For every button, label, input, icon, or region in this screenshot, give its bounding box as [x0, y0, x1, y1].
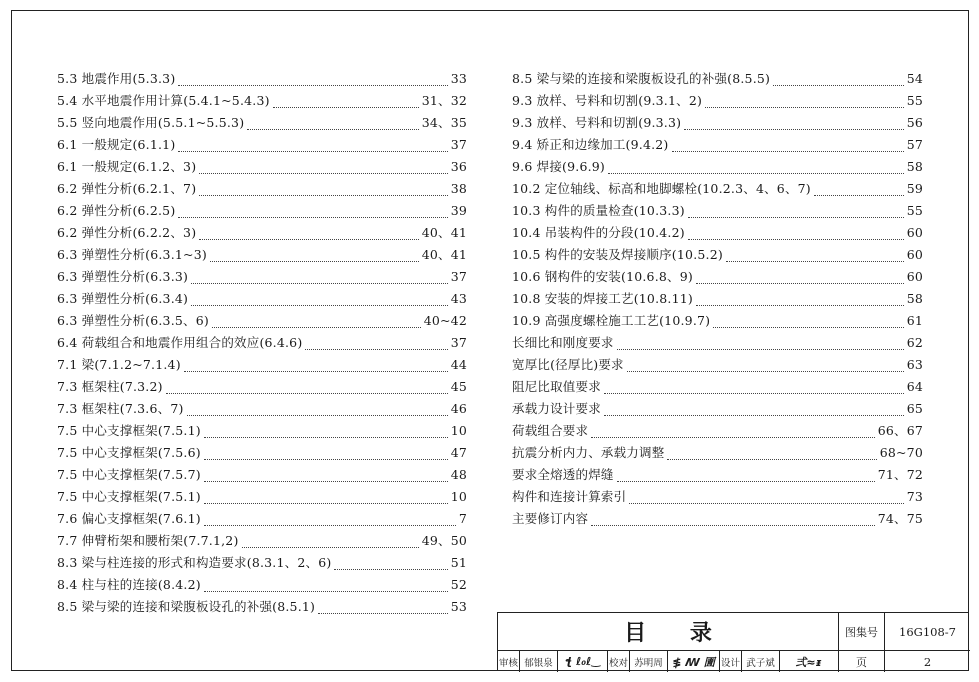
toc-entry-page: 40~42	[423, 313, 467, 328]
designer-name: 武子斌	[742, 651, 780, 672]
toc-leader-dots	[627, 363, 904, 372]
toc-entry	[512, 442, 923, 464]
toc-entry-title: 8.3 梁与柱连接的形式和构造要求(8.3.1、2、6)	[57, 555, 332, 570]
toc-entry	[57, 508, 467, 530]
toc-column-left	[57, 68, 467, 618]
toc-entry-title: 6.1 一般规定(6.1.1)	[57, 137, 176, 152]
toc-entry-page: 40、41	[421, 247, 467, 262]
toc-entry	[57, 112, 467, 134]
toc-leader-dots	[178, 209, 447, 218]
toc-leader-dots	[212, 319, 421, 328]
toc-entry-title: 5.5 竖向地震作用(5.5.1~5.5.3)	[57, 115, 245, 130]
toc-entry	[57, 464, 467, 486]
toc-leader-dots	[617, 473, 875, 482]
toc-entry	[512, 376, 923, 398]
toc-entry-page: 39	[450, 203, 467, 218]
toc-entry-title: 7.3 框架柱(7.3.2)	[57, 379, 163, 394]
reviewer-signature: ꞎ ℓ₀ℓ‿	[558, 651, 608, 672]
toc-entry-page: 10	[450, 423, 467, 438]
toc-entry-page: 33	[450, 71, 467, 86]
toc-entry-title: 荷载组合要求	[512, 423, 589, 438]
toc-entry	[57, 310, 467, 332]
toc-leader-dots	[187, 407, 448, 416]
toc-entry	[512, 464, 923, 486]
toc-leader-dots	[191, 297, 448, 306]
toc-entry-page: 36	[450, 159, 467, 174]
toc-entry	[512, 508, 923, 530]
toc-entry	[57, 574, 467, 596]
toc-leader-dots	[199, 165, 447, 174]
toc-entry	[512, 332, 923, 354]
toc-leader-dots	[199, 187, 447, 196]
toc-entry-page: 52	[450, 577, 467, 592]
toc-leader-dots	[604, 385, 904, 394]
atlas-number-label: 图集号	[839, 613, 885, 651]
toc-entry-page: 43	[450, 291, 467, 306]
toc-entry-title: 10.6 钢构件的安装(10.6.8、9)	[512, 269, 693, 284]
toc-entry-title: 8.5 梁与梁的连接和梁腹板设孔的补强(8.5.5)	[512, 71, 771, 86]
toc-leader-dots	[617, 341, 904, 350]
toc-leader-dots	[247, 121, 418, 130]
toc-entry-page: 65	[906, 401, 923, 416]
toc-entry	[512, 398, 923, 420]
toc-entry	[512, 354, 923, 376]
toc-entry-page: 58	[906, 291, 923, 306]
toc-leader-dots	[591, 517, 874, 526]
toc-entry	[57, 596, 467, 618]
toc-entry-page: 10	[450, 489, 467, 504]
toc-entry	[57, 552, 467, 574]
page-label: 页	[839, 651, 885, 672]
toc-entry-page: 66、67	[877, 423, 923, 438]
toc-entry-title: 7.3 框架柱(7.3.6、7)	[57, 401, 184, 416]
toc-entry-page: 45	[450, 379, 467, 394]
toc-entry	[512, 112, 923, 134]
toc-leader-dots	[191, 275, 448, 284]
reviewer-name: 郁银泉	[520, 651, 558, 672]
toc-entry-page: 56	[906, 115, 923, 130]
check-label: 校对	[608, 651, 630, 672]
toc-entry	[57, 134, 467, 156]
toc-entry-page: 37	[450, 137, 467, 152]
toc-entry	[512, 244, 923, 266]
toc-leader-dots	[688, 209, 904, 218]
toc-entry-title: 9.3 放样、号料和切割(9.3.1、2)	[512, 93, 703, 108]
toc-entry-title: 5.3 地震作用(5.3.3)	[57, 71, 176, 86]
toc-leader-dots	[204, 495, 448, 504]
toc-entry-page: 73	[906, 489, 923, 504]
toc-entry-title: 10.2 定位轴线、标高和地脚螺栓(10.2.3、4、6、7)	[512, 181, 811, 196]
toc-entry-page: 57	[906, 137, 923, 152]
toc-entry	[57, 200, 467, 222]
toc-entry	[512, 200, 923, 222]
toc-entry	[512, 288, 923, 310]
toc-entry-page: 55	[906, 93, 923, 108]
toc-entry-page: 46	[450, 401, 467, 416]
toc-leader-dots	[273, 99, 419, 108]
toc-leader-dots	[204, 429, 448, 438]
toc-leader-dots	[178, 77, 447, 86]
toc-leader-dots	[204, 451, 448, 460]
toc-entry-page: 49、50	[421, 533, 467, 548]
toc-leader-dots	[608, 165, 904, 174]
toc-entry-title: 10.3 构件的质量检查(10.3.3)	[512, 203, 685, 218]
review-label: 审核	[498, 651, 520, 672]
page-number: 2	[923, 654, 932, 669]
toc-entry	[57, 398, 467, 420]
toc-entry-title: 6.2 弹性分析(6.2.2、3)	[57, 225, 197, 240]
toc-entry-page: 51	[450, 555, 467, 570]
toc-entry-title: 6.3 弹塑性分析(6.3.5、6)	[57, 313, 209, 328]
toc-entry-page: 71、72	[877, 467, 923, 482]
toc-entry-title: 7.5 中心支撑框架(7.5.7)	[57, 467, 201, 482]
toc-entry-title: 6.2 弹性分析(6.2.5)	[57, 203, 176, 218]
toc-leader-dots	[199, 231, 418, 240]
toc-entry-page: 61	[906, 313, 923, 328]
toc-entry-title: 主要修订内容	[512, 511, 589, 526]
toc-entry	[512, 156, 923, 178]
toc-leader-dots	[318, 605, 448, 614]
toc-entry-title: 10.4 吊装构件的分段(10.4.2)	[512, 225, 685, 240]
toc-entry-title: 5.4 水平地震作用计算(5.4.1~5.4.3)	[57, 93, 270, 108]
toc-entry	[57, 266, 467, 288]
toc-entry	[512, 68, 923, 90]
toc-entry	[512, 90, 923, 112]
title-block	[497, 612, 969, 671]
toc-entry-title: 6.1 一般规定(6.1.2、3)	[57, 159, 197, 174]
designer-signature: 弍≈ᵻ	[795, 655, 822, 669]
checker-name: 苏明周	[630, 651, 668, 672]
toc-entry-page: 37	[450, 269, 467, 284]
toc-leader-dots	[688, 231, 904, 240]
toc-entry-title: 宽厚比(径厚比)要求	[512, 357, 624, 372]
toc-entry	[57, 376, 467, 398]
toc-leader-dots	[629, 495, 903, 504]
toc-entry-title: 6.4 荷载组合和地震作用组合的效应(6.4.6)	[57, 335, 303, 350]
toc-entry	[57, 244, 467, 266]
toc-leader-dots	[696, 275, 904, 284]
toc-entry-page: 47	[450, 445, 467, 460]
toc-entry-page: 44	[450, 357, 467, 372]
toc-entry-title: 7.1 梁(7.1.2~7.1.4)	[57, 357, 181, 372]
toc-entry-title: 9.3 放样、号料和切割(9.3.3)	[512, 115, 682, 130]
toc-leader-dots	[204, 517, 456, 526]
toc-entry	[57, 178, 467, 200]
toc-entry	[57, 156, 467, 178]
toc-entry-title: 6.2 弹性分析(6.2.1、7)	[57, 181, 197, 196]
toc-entry-title: 长细比和刚度要求	[512, 335, 614, 350]
toc-leader-dots	[166, 385, 448, 394]
toc-leader-dots	[814, 187, 904, 196]
toc-entry	[512, 178, 923, 200]
toc-entry-page: 58	[906, 159, 923, 174]
toc-leader-dots	[305, 341, 447, 350]
toc-entry	[57, 68, 467, 90]
toc-leader-dots	[178, 143, 447, 152]
toc-leader-dots	[204, 473, 448, 482]
toc-entry-title: 7.5 中心支撑框架(7.5.6)	[57, 445, 201, 460]
toc-entry-page: 63	[906, 357, 923, 372]
toc-entry-title: 8.4 柱与柱的连接(8.4.2)	[57, 577, 201, 592]
toc-entry	[57, 90, 467, 112]
toc-entry-title: 7.6 偏心支撑框架(7.6.1)	[57, 511, 201, 526]
toc-entry-page: 53	[450, 599, 467, 614]
toc-entry	[57, 420, 467, 442]
toc-leader-dots	[604, 407, 904, 416]
toc-entry-page: 59	[906, 181, 923, 196]
toc-entry-title: 6.3 弹塑性分析(6.3.3)	[57, 269, 189, 284]
atlas-number: 16G108-7	[885, 613, 970, 651]
toc-entry-title: 7.5 中心支撑框架(7.5.1)	[57, 489, 201, 504]
toc-entry	[57, 442, 467, 464]
toc-leader-dots	[672, 143, 904, 152]
toc-entry-title: 抗震分析内力、承载力调整	[512, 445, 665, 460]
toc-entry	[57, 486, 467, 508]
toc-leader-dots	[696, 297, 904, 306]
toc-entry-title: 8.5 梁与梁的连接和梁腹板设孔的补强(8.5.1)	[57, 599, 316, 614]
design-label: 设计	[720, 651, 742, 672]
toc-entry-page: 37	[450, 335, 467, 350]
toc-entry	[512, 420, 923, 442]
toc-entry-title: 构件和连接计算索引	[512, 489, 627, 504]
toc-entry-title: 10.9 高强度螺栓施工工艺(10.9.7)	[512, 313, 711, 328]
toc-entry	[57, 222, 467, 244]
toc-entry-title: 10.5 构件的安装及焊接顺序(10.5.2)	[512, 247, 723, 262]
toc-entry-title: 承载力设计要求	[512, 401, 601, 416]
toc-entry	[512, 266, 923, 288]
toc-leader-dots	[684, 121, 903, 130]
sheet-title: 目 录	[498, 613, 839, 651]
toc-leader-dots	[210, 253, 419, 262]
toc-leader-dots	[726, 253, 904, 262]
toc-leader-dots	[773, 77, 904, 86]
toc-column-right	[512, 68, 923, 530]
toc-leader-dots	[667, 451, 876, 460]
toc-entry	[512, 134, 923, 156]
toc-entry-page: 64	[906, 379, 923, 394]
toc-entry-page: 60	[906, 269, 923, 284]
toc-leader-dots	[705, 99, 904, 108]
toc-entry-page: 7	[458, 511, 467, 526]
toc-entry-page: 40、41	[421, 225, 467, 240]
toc-leader-dots	[334, 561, 447, 570]
toc-entry	[512, 310, 923, 332]
signature-row	[498, 651, 839, 672]
toc-leader-dots	[591, 429, 874, 438]
toc-entry	[512, 222, 923, 244]
toc-entry	[57, 288, 467, 310]
toc-entry-title: 6.3 弹塑性分析(6.3.4)	[57, 291, 189, 306]
toc-entry-page: 34、35	[421, 115, 467, 130]
toc-leader-dots	[242, 539, 419, 548]
toc-entry-page: 60	[906, 247, 923, 262]
toc-entry-page: 31、32	[421, 93, 467, 108]
toc-entry-page: 62	[906, 335, 923, 350]
checker-signature: ≸ ꟿ 圊	[668, 651, 720, 672]
toc-entry-page: 54	[906, 71, 923, 86]
toc-entry-page: 38	[450, 181, 467, 196]
toc-entry	[57, 332, 467, 354]
toc-entry-title: 7.5 中心支撑框架(7.5.1)	[57, 423, 201, 438]
toc-entry	[57, 354, 467, 376]
toc-entry-page: 68~70	[879, 445, 923, 460]
toc-entry	[57, 530, 467, 552]
toc-entry-title: 阻尼比取值要求	[512, 379, 601, 394]
toc-entry-page: 74、75	[877, 511, 923, 526]
toc-entry-title: 10.8 安装的焊接工艺(10.8.11)	[512, 291, 693, 306]
toc-leader-dots	[713, 319, 903, 328]
toc-leader-dots	[184, 363, 448, 372]
toc-leader-dots	[204, 583, 448, 592]
toc-entry-title: 9.4 矫正和边缘加工(9.4.2)	[512, 137, 669, 152]
toc-entry-page: 55	[906, 203, 923, 218]
toc-entry-page: 48	[450, 467, 467, 482]
toc-entry	[512, 486, 923, 508]
toc-entry-title: 要求全熔透的焊缝	[512, 467, 614, 482]
toc-entry-title: 7.7 伸臂桁架和腰桁架(7.7.1,2)	[57, 533, 239, 548]
toc-entry-title: 6.3 弹塑性分析(6.3.1~3)	[57, 247, 207, 262]
toc-entry-page: 60	[906, 225, 923, 240]
toc-entry-title: 9.6 焊接(9.6.9)	[512, 159, 606, 174]
